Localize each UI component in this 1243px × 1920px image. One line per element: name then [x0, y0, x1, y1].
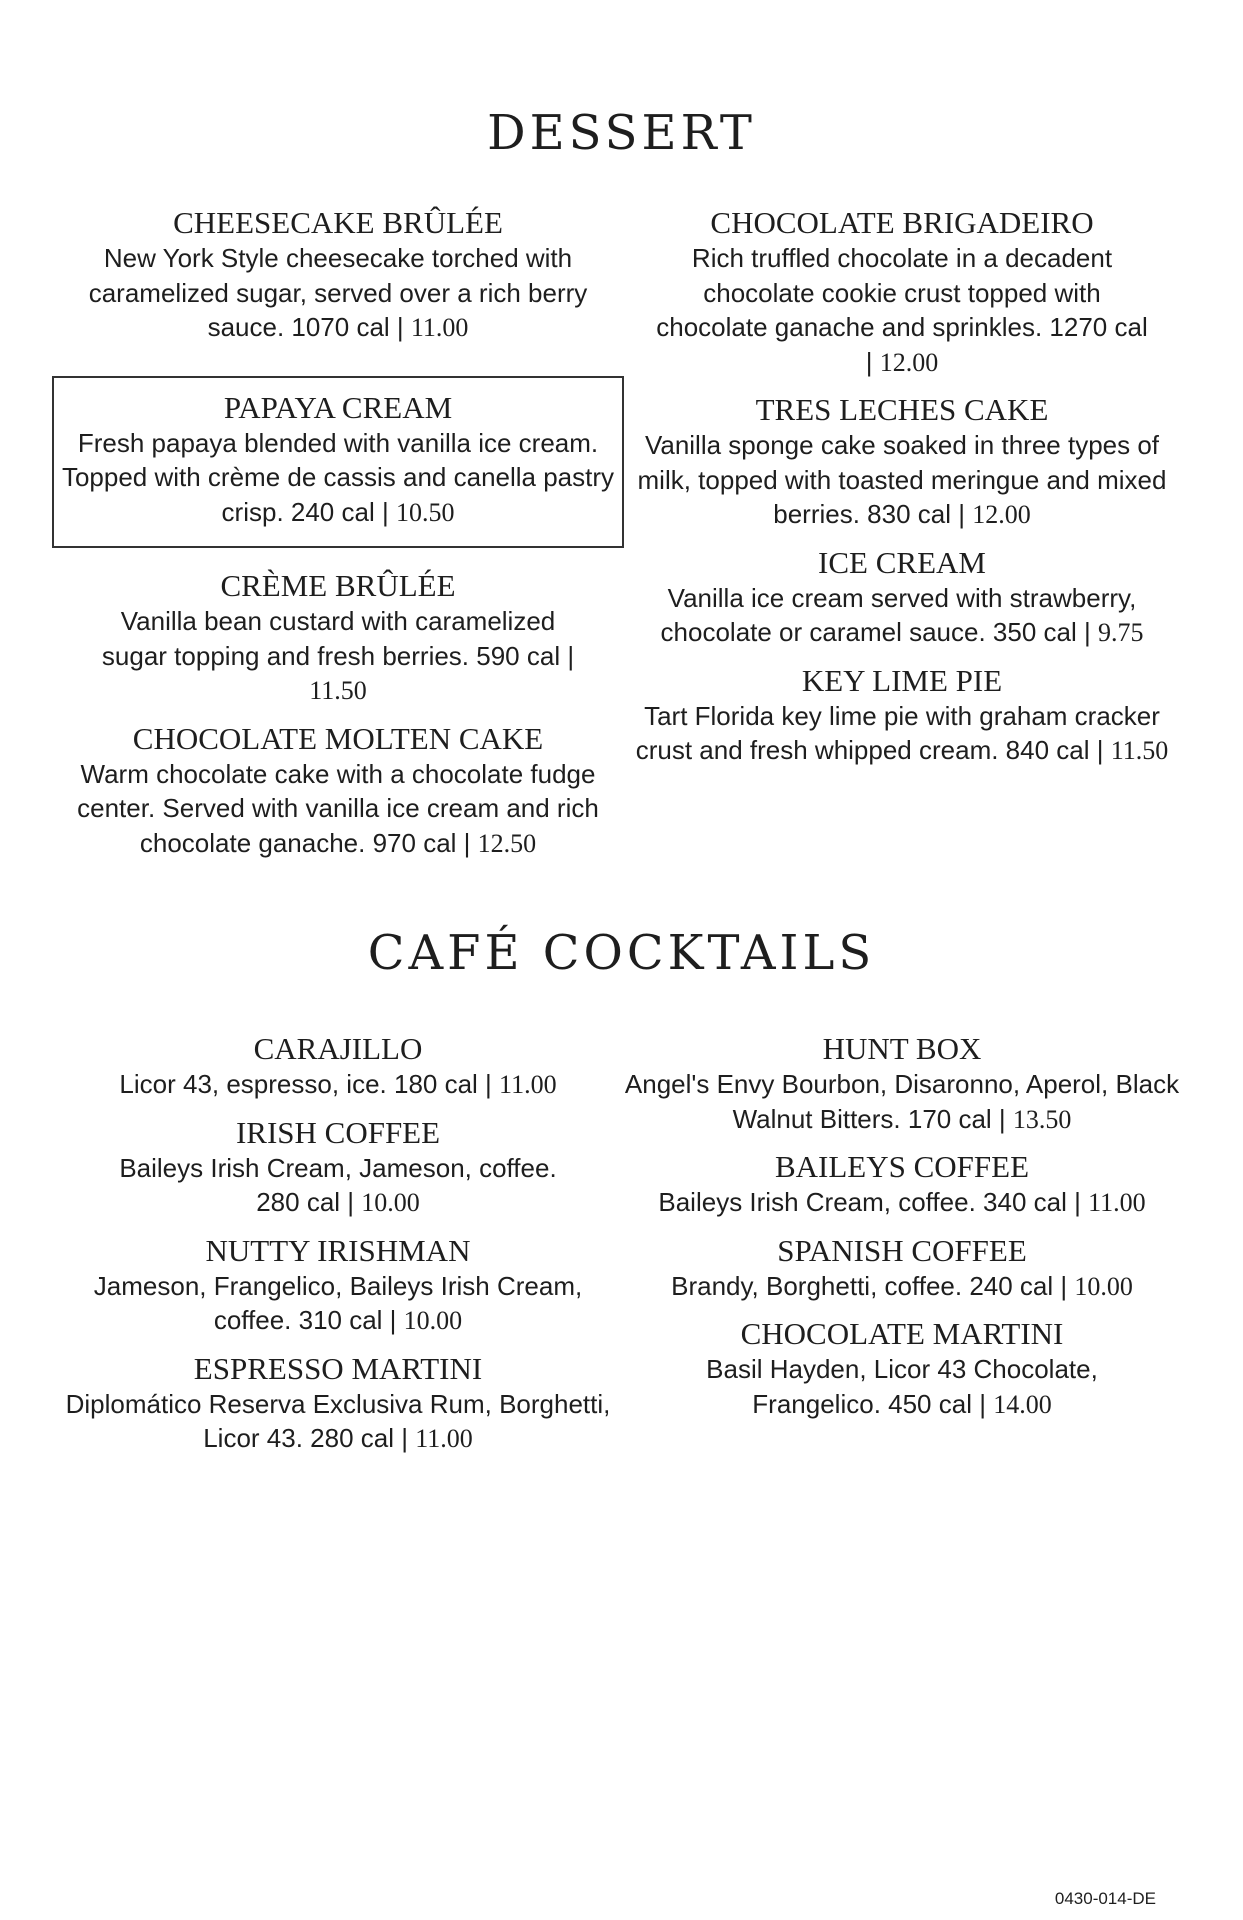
item-price: 14.00	[993, 1389, 1052, 1419]
cocktails-section-title: CAFÉ COCKTAILS	[367, 925, 876, 981]
item-price: 13.50	[1012, 1104, 1072, 1134]
dessert-left-column	[58, 205, 618, 861]
item-name: CARAJILLO	[253, 1031, 423, 1066]
item-description: Rich truffled chocolate in a decadent chocolate cookie crust topped with chocolate ganache and sprinkles. 1270 cal | 12.00	[656, 243, 1148, 377]
item-description: Licor 43, espresso, ice. 180 cal | 11.00	[119, 1069, 557, 1099]
item-price: 11.00	[1088, 1188, 1146, 1217]
cocktails-left-column	[58, 1031, 618, 1457]
item-name: ESPRESSO MARTINI	[193, 1350, 483, 1386]
item-price: 12.00	[972, 500, 1031, 529]
menu-item-nutty-irishman	[58, 1233, 618, 1339]
item-price: 11.50	[309, 676, 367, 705]
item-description: Vanilla ice cream served with strawberry, chocolate or caramel sauce. 350 cal | 9.75	[660, 582, 1144, 647]
item-description: Diplomático Reserva Exclusiva Rum, Borghetti, Licor 43. 280 cal | 11.00	[65, 1388, 611, 1453]
item-name: CHOCOLATE MARTINI	[740, 1316, 1064, 1351]
item-description: Warm chocolate cake with a chocolate fudge center. Served with vanilla ice cream and rich chocolate ganache. 970 cal | 12.50	[77, 758, 599, 858]
item-description: Jameson, Frangelico, Baileys Irish Cream, coffee. 310 cal | 10.00	[93, 1270, 583, 1335]
item-description: Fresh papaya blended with vanilla ice cream. Topped with crème de cassis and canella pastry crisp. 240 cal | 10.50	[61, 427, 615, 527]
item-price: 10.00	[403, 1306, 463, 1335]
menu-item-baileys-coffee	[622, 1149, 1182, 1221]
cocktails-right-column	[622, 1031, 1182, 1422]
item-price: 10.00	[1074, 1271, 1133, 1301]
item-name: ICE CREAM	[818, 544, 986, 580]
item-price: 11.00	[499, 1070, 557, 1099]
menu-item-carajillo	[58, 1031, 618, 1103]
item-description: Vanilla bean custard with caramelized sugar topping and fresh berries. 590 cal | 11.50	[101, 606, 575, 705]
item-name: CHOCOLATE MOLTEN CAKE	[132, 720, 544, 756]
menu-item-chocolate-molten-cake	[58, 721, 618, 862]
item-name: CRÈME BRÛLÉE	[220, 568, 456, 603]
menu-item-chocolate-brigadeiro	[622, 205, 1182, 380]
item-name: BAILEYS COFFEE	[774, 1149, 1030, 1184]
menu-item-papaya-cream-featured	[52, 376, 624, 549]
document-code: 0430-014-DE	[1054, 1889, 1156, 1908]
menu-item-spanish-coffee	[622, 1233, 1182, 1305]
item-description: New York Style cheesecake torched with caramelized sugar, served over a rich berry sauce. 1070 cal | 11.00	[88, 243, 588, 342]
item-description: Angel's Envy Bourbon, Disaronno, Aperol, Black Walnut Bitters. 170 cal | 13.50	[624, 1069, 1180, 1134]
item-name: KEY LIME PIE	[801, 662, 1003, 698]
menu-item-creme-brulee	[58, 568, 618, 709]
item-name: CHEESECAKE BRÛLÉE	[173, 205, 503, 240]
item-price: 12.00	[879, 347, 939, 377]
item-description: Vanilla sponge cake soaked in three types of milk, topped with toasted meringue and mixed berries. 830 cal | 12.00	[637, 430, 1167, 529]
menu-item-cheesecake-brulee	[58, 205, 618, 346]
dessert-right-column	[622, 205, 1182, 769]
item-name: CHOCOLATE BRIGADEIRO	[710, 205, 1094, 240]
item-description: Brandy, Borghetti, coffee. 240 cal | 10.00	[671, 1270, 1133, 1301]
item-description: Baileys Irish Cream, coffee. 340 cal | 11.00	[658, 1187, 1146, 1217]
item-name: IRISH COFFEE	[235, 1114, 441, 1150]
item-name: PAPAYA CREAM	[223, 389, 453, 425]
menu-item-tres-leches-cake	[622, 392, 1182, 533]
item-price: 11.50	[1110, 736, 1169, 765]
item-description: Tart Florida key lime pie with graham cracker crust and fresh whipped cream. 840 cal | 11.50	[635, 700, 1169, 765]
menu-item-ice-cream	[622, 545, 1182, 651]
menu-item-hunt-box	[622, 1031, 1182, 1137]
item-price: 12.50	[477, 828, 537, 858]
item-description: Baileys Irish Cream, Jameson, coffee. 280 cal | 10.00	[119, 1152, 557, 1217]
menu-item-espresso-martini	[58, 1351, 618, 1457]
item-name: SPANISH COFFEE	[777, 1232, 1027, 1268]
item-name: NUTTY IRISHMAN	[205, 1232, 471, 1268]
item-description: Basil Hayden, Licor 43 Chocolate, Frangelico. 450 cal | 14.00	[706, 1354, 1098, 1419]
menu-item-chocolate-martini	[622, 1316, 1182, 1422]
item-name: TRES LECHES CAKE	[755, 392, 1049, 427]
menu-item-irish-coffee	[58, 1115, 618, 1221]
menu-item-key-lime-pie	[622, 663, 1182, 769]
dessert-section-title: DESSERT	[487, 105, 756, 161]
item-price: 10.00	[361, 1188, 420, 1217]
item-price: 10.50	[395, 497, 455, 527]
item-price: 9.75	[1097, 618, 1144, 647]
item-price: 11.00	[415, 1424, 473, 1453]
item-price: 11.00	[410, 313, 469, 342]
item-name: HUNT BOX	[822, 1031, 982, 1066]
